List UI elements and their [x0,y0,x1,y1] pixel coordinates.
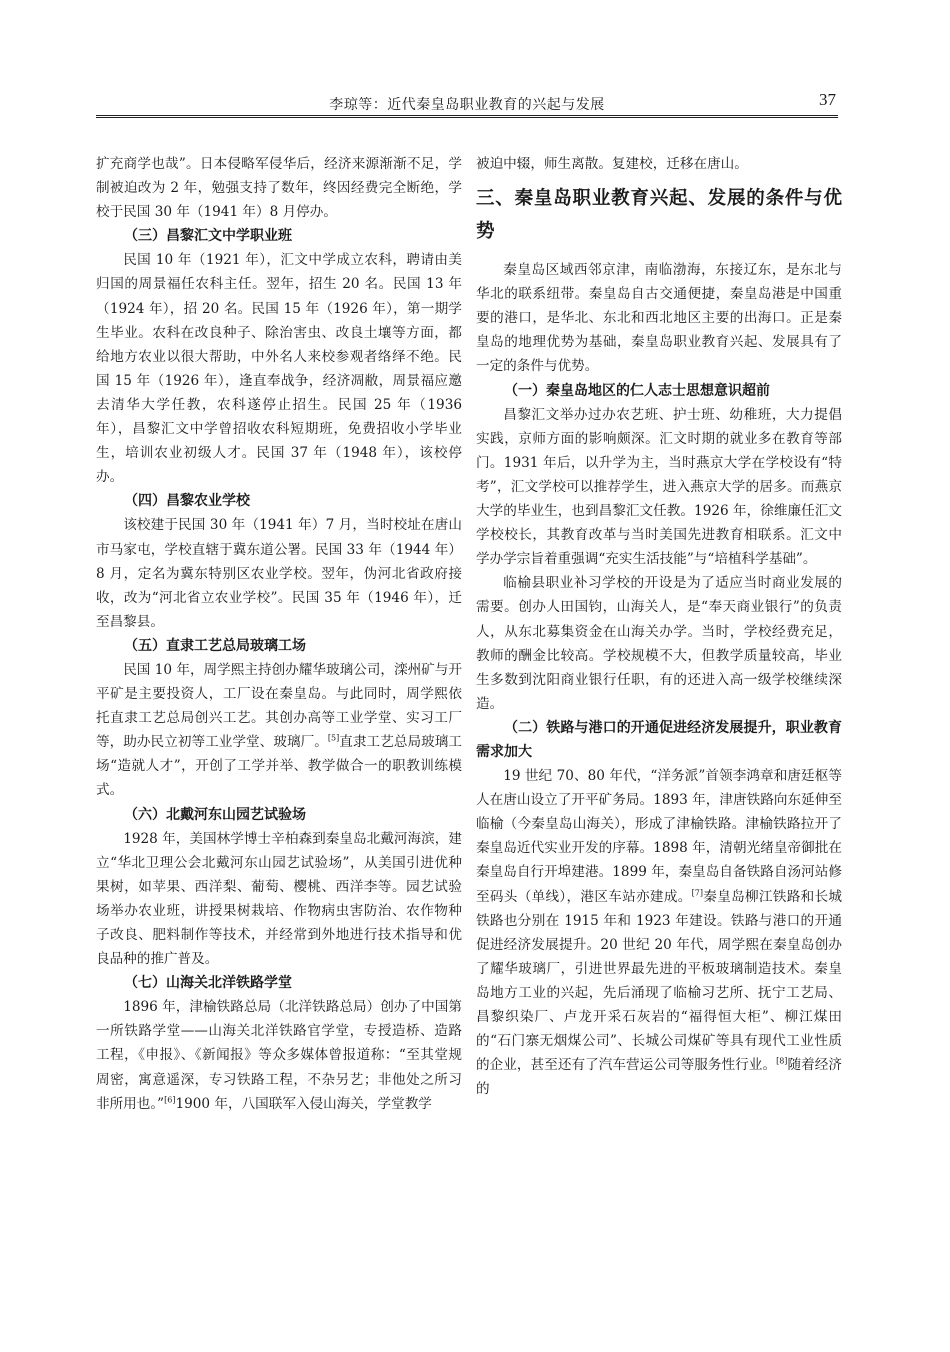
running-header [96,88,838,118]
paragraph: 被迫中辍，师生离散。复建校，迁移在唐山。 [476,156,748,172]
running-title: 李琼等：近代秦皇岛职业教育的兴起与发展 [329,97,605,113]
subsection-heading: （二）铁路与港口的开通促进经济发展提升，职业教育需求加大 [476,719,842,760]
subsection-heading: （三）昌黎汇文中学职业班 [124,228,292,245]
paragraph: 昌黎汇文举办过办农艺班、护士班、幼稚班，大力提倡实践，京师方面的影响颇深。汇文时期的就业多在教育等部门。1931 年后，以升学为主，当时燕京大学在学校设有“特考”，汇文学校可以推荐学生，进入燕京大学的居多。而燕京大学的毕业生，也到昌黎汇文任教。1926 年，徐维廉任汇文学校校长，其教育改革与当时美国先进教育相联系。汇文中学办学宗旨着重强调“充实生活技能”与“培植科学基础”。 [476,406,842,568]
paragraph [476,764,842,1101]
paragraph: 该校建于民国 30 年（1941 年）7 月，当时校址在唐山市马家屯，学校直辖于冀东道公署。民国 33 年（1944 年）8 月，定名为冀东特别区农业学校。翌年，伪河北省政府接收，改为“河北省立农业学校”。民国 35 年（1946 年），迁至昌黎县。 [96,517,462,630]
subsection-heading: （六）北戴河东山园艺试验场 [124,806,306,823]
paragraph: 扩充商学也哉”。日本侵略军侵华后，经济来源渐渐不足，学制被迫改为 2 年，勉强支持了数年，终因经费完全断绝，学校于民国 30 年（1941 年）8 月停办。 [96,156,462,221]
citation-ref: [7] [691,888,703,897]
page-number: 37 [819,90,836,109]
paragraph [96,995,462,1115]
subsection-heading: （一）秦皇岛地区的仁人志士思想意识超前 [504,382,770,399]
citation-ref: [8] [776,1056,788,1066]
subsection-heading: （四）昌黎农业学校 [124,493,250,510]
paragraph-text: 1900 年，八国联军入侵山海关，学堂教学 [175,1095,432,1112]
right-column [476,152,842,1101]
paragraph [96,658,462,803]
paragraph-text: 1896 年，津榆铁路总局（北洋铁路总局）创办了中国第一所铁路学堂——山海关北洋铁路官学堂，专授造桥、造路工程，《申报》、《新闻报》等众多媒体曾报道称：“至其堂规周密，寓意遥深，专习铁路工程，不杂另艺；非他处之所习非所用也。” [96,999,462,1112]
subsection-heading: （五）直隶工艺总局玻璃工场 [124,637,306,654]
section-heading: 三、秦皇岛职业教育兴起、发展的条件与优势 [476,188,842,243]
paragraph: 临榆县职业补习学校的开设是为了适应当时商业发展的需要。创办人田国钧，山海关人，是“奉天商业银行”的负责人，从东北募集资金在山海关办学。当时，学校经费充足，教师的酬金比较高。学校规模不大，但教学质量较高，毕业生多数到沈阳商业银行任职，有的还进入高一级学校继续深造。 [476,575,842,712]
paragraph: 民国 10 年（1921 年），汇文中学成立农科，聘请由美归国的周景福任农科主任。翌年，招生 20 名。民国 13 年（1924 年），招 20 名。民国 15 年（1926 年），第一期学生毕业。农科在改良种子、除治害虫、改良土壤等方面，都给地方农业以很大帮助，中外名人来校参观者络绎不绝。民国 15 年（1926 年），逢直奉战争，经济凋敝，周景福应邀去清华大学任教，农科遂停止招生。民国 25 年（1936 年），昌黎汇文中学曾招收农科短期班，免费招收小学毕业生，培训农业初级人才。民国 37 年（1948 年），该校停办。 [96,252,462,486]
paragraph: 1928 年，美国林学博士辛柏森到秦皇岛北戴河海滨，建立“华北卫理公会北戴河东山园艺试验场”，从美国引进优种果树，如苹果、西洋梨、葡萄、樱桃、西洋李等。园艺试验场举办农业班，讲授果树栽培、作物病虫害防治、农作物种子改良、肥料制作等技术，并经常到外地进行技术指导和优良品种的推广普及。 [96,830,462,968]
paragraph-text: 随着经济的 [476,1057,842,1098]
paragraph: 秦皇岛区域西邻京津，南临渤海，东接辽东，是东北与华北的联系纽带。秦皇岛自古交通便捷，秦皇岛港是中国重要的港口，是华北、东北和西北地区主要的出海口。正是秦皇岛的地理优势为基础，秦皇岛职业教育兴起、发展具有了一定的条件与优势。 [476,262,842,375]
citation-ref: [6] [164,1095,176,1105]
paragraph-text: 19 世纪 70、80 年代，“洋务派”首领李鸿章和唐廷枢等人在唐山设立了开平矿务局。1893 年，津唐铁路向东延伸至临榆（今秦皇岛山海关），形成了津榆铁路。津榆铁路拉开了秦皇岛近代实业开发的序幕。1898 年，清朝光绪皇帝御批在秦皇岛自行开埠建港。1899 年，秦皇岛自备铁路自汤河站修至码头（单线），港区车站亦建成。 [476,768,842,905]
paragraph-text: 民国 10 年，周学熙主持创办耀华玻璃公司，滦州矿与开平矿是主要投资人，工厂设在秦皇岛。与此同时，周学熙依托直隶工艺总局创兴工艺。其创办高等工业学堂、实习工厂等，助办民立初等工业学堂、玻璃厂。 [96,661,462,751]
left-column [96,152,462,1116]
citation-ref: [5] [327,733,340,743]
paragraph-text: 秦皇岛柳江铁路和长城铁路也分别在 1915 年和 1923 年建设。铁路与港口的开通促进经济发展提升。20 世纪 20 年代，周学熙在秦皇岛创办了耀华玻璃厂，引进世界最先进的平板玻璃制造技术。秦皇岛地方工业的兴起，先后涌现了临榆习艺所、抚宁工艺局、昌黎织染厂、卢龙开采石灰岩的“福得恒大柜”、柳江煤田的“石门寨无烟煤公司”、长城公司煤矿等具有现代工业性质的企业，甚至还有了汽车营运公司等服务性行业。 [476,888,843,1074]
paragraph-text: 直隶工艺总局玻璃工场“造就人才”，开创了工学并举、教学做合一的职教训练模式。 [96,734,462,799]
subsection-heading: （七）山海关北洋铁路学堂 [124,975,292,992]
